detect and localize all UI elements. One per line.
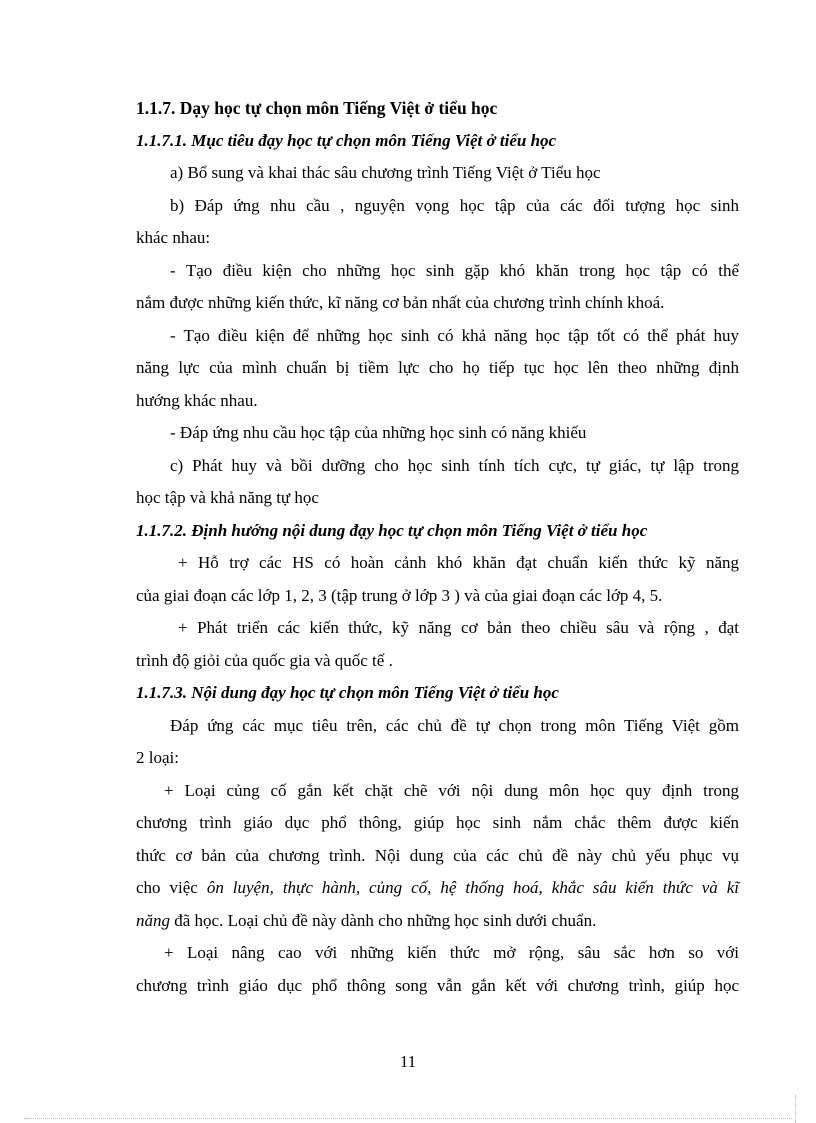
content-intro-line-2: 2 loại: <box>136 748 179 767</box>
orientation-2-line-1: + Phát triển các kiến thức, kỹ năng cơ bản theo chiều sâu và rộng , đạt <box>178 618 739 637</box>
section-heading-1-1-7: 1.1.7. Dạy học tự chọn môn Tiếng Việt ở tiểu học <box>136 98 498 118</box>
page-corner-dotted-line <box>795 1095 796 1123</box>
goal-b-dash-2-line-2: năng lực của mình chuẩn bị tiềm lực cho họ tiếp tục học lên theo những định <box>136 358 739 377</box>
goal-b-dash-1-line-1: - Tạo điều kiện cho những học sinh gặp khó khăn trong học tập có thể <box>170 260 739 280</box>
goal-b-dash-3: - Đáp ứng nhu cầu học tập của những học sinh có năng khiếu <box>170 423 587 442</box>
content-type-1-line-4 <box>136 872 739 905</box>
orientation-2-line-2: trình độ giỏi của quốc gia và quốc tế . <box>136 650 393 670</box>
content-type-2-line-1: + Loại nâng cao với những kiến thức mở rộng, sâu sắc hơn so với <box>164 943 739 962</box>
subsection-heading-1-1-7-1: 1.1.7.1. Mục tiêu đạy học tự chọn môn Tiếng Việt ở tiểu học <box>136 130 557 150</box>
goal-b-dash-2-line-3: hướng khác nhau. <box>136 390 258 410</box>
goal-c-line-2: học tập và khả năng tự học <box>136 488 319 507</box>
content-type-1-line-5 <box>136 905 739 938</box>
orientation-1-line-2: của giai đoạn các lớp 1, 2, 3 (tập trung ở lớp 3 ) và của giai đoạn các lớp 4, 5. <box>136 585 663 605</box>
content-type-2-line-2: chương trình giáo dục phổ thông song vẫn gắn kết với chương trình, giúp học <box>136 975 739 995</box>
goal-b-dash-1-line-2: nắm được những kiến thức, kĩ năng cơ bản nhất của chương trình chính khoá. <box>136 293 665 312</box>
orientation-1-line-1: + Hỗ trợ các HS có hoàn cảnh khó khăn đạt chuẩn kiến thức kỹ năng <box>178 553 739 572</box>
goal-b-line-2: khác nhau: <box>136 228 211 247</box>
subsection-heading-1-1-7-3: 1.1.7.3. Nội dung đạy học tự chọn môn Tiếng Việt ở tiểu học <box>136 683 559 702</box>
page-boundary-dotted-line <box>24 1118 792 1119</box>
goal-b-dash-2-line-1: - Tạo điều kiện để những học sinh có khả năng học tập tốt có thể phát huy <box>170 325 739 345</box>
content-type-1-line-4-italic: ôn luyện, thực hành, củng cố, hệ thống hoá, khắc sâu kiến thức và kĩ <box>206 878 740 897</box>
subsection-heading-1-1-7-2: 1.1.7.2. Định hướng nội dung đạy học tự chọn môn Tiếng Việt ở tiểu học <box>136 520 648 540</box>
goal-a: a) Bổ sung và khai thác sâu chương trình Tiếng Việt ở Tiểu học <box>170 163 601 182</box>
document-page <box>136 92 739 1002</box>
content-type-1-line-5-italic: năng <box>136 910 170 930</box>
content-type-1-line-4-pre: cho việc <box>136 878 207 897</box>
page-number: 11 <box>399 1052 417 1071</box>
content-intro-line-1: Đáp ứng các mục tiêu trên, các chủ đề tự chọn trong môn Tiếng Việt gồm <box>170 715 739 735</box>
content-type-1-line-5-post: đã học. Loại chủ đề này dành cho những học sinh dưới chuẩn. <box>170 910 597 930</box>
content-type-1-line-2: chương trình giáo dục phổ thông, giúp học sinh nắm chắc thêm được kiến <box>136 813 739 832</box>
content-type-1-line-1: + Loại củng cố gắn kết chặt chẽ với nội dung môn học quy định trong <box>164 780 739 800</box>
goal-b-line-1: b) Đáp ứng nhu cầu , nguyện vọng học tập của các đối tượng học sinh <box>170 195 739 215</box>
content-type-1-line-3: thức cơ bản của chương trình. Nội dung của các chủ đề này chủ yếu phục vụ <box>136 845 739 865</box>
goal-c-line-1: c) Phát huy và bồi dưỡng cho học sinh tính tích cực, tự giác, tự lập trong <box>170 455 739 475</box>
